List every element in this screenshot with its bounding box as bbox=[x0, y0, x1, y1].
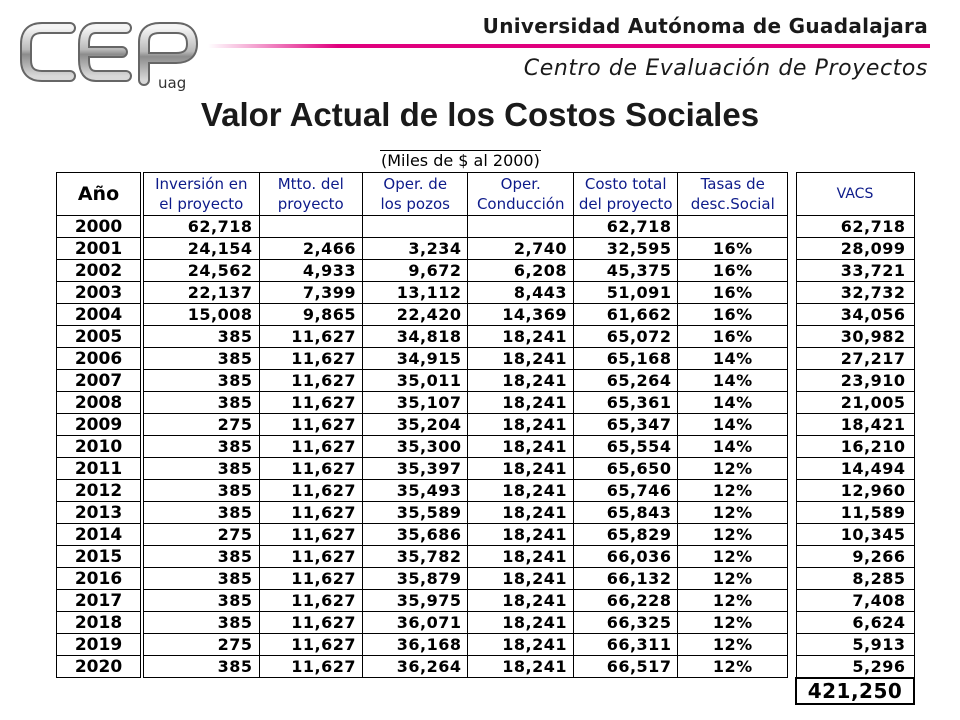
tasa-cell: 16% bbox=[678, 304, 788, 326]
table-row bbox=[144, 392, 788, 414]
tasa-cell: 16% bbox=[678, 260, 788, 282]
year-cell: 2016 bbox=[57, 568, 141, 590]
table-row bbox=[144, 524, 788, 546]
table-row bbox=[57, 546, 141, 568]
table-row bbox=[144, 656, 788, 678]
table-row bbox=[57, 216, 141, 238]
costo-total-cell: 51,091 bbox=[573, 282, 677, 304]
table-row bbox=[144, 326, 788, 348]
total-row bbox=[796, 678, 914, 704]
oper-pozos-cell: 35,204 bbox=[363, 414, 468, 436]
inversion-cell: 385 bbox=[144, 458, 260, 480]
oper-pozos-cell: 35,879 bbox=[363, 568, 468, 590]
mtto-cell: 11,627 bbox=[259, 590, 362, 612]
oper-pozos-cell: 22,420 bbox=[363, 304, 468, 326]
table-row bbox=[57, 568, 141, 590]
year-cell: 2018 bbox=[57, 612, 141, 634]
cep-logo bbox=[14, 14, 210, 94]
vacs-cell: 21,005 bbox=[796, 392, 914, 414]
costs-table bbox=[143, 172, 788, 678]
inversion-cell: 24,562 bbox=[144, 260, 260, 282]
vacs-cell: 12,960 bbox=[796, 480, 914, 502]
year-header: Año bbox=[57, 173, 141, 216]
inversion-cell: 385 bbox=[144, 590, 260, 612]
table-row bbox=[57, 326, 141, 348]
oper-pozos-cell: 36,071 bbox=[363, 612, 468, 634]
table-row bbox=[796, 260, 914, 282]
oper-conduccion-cell: 18,241 bbox=[468, 568, 573, 590]
table-row bbox=[144, 502, 788, 524]
oper-conduccion-cell: 8,443 bbox=[468, 282, 573, 304]
table-row bbox=[796, 546, 914, 568]
costo-total-cell: 45,375 bbox=[573, 260, 677, 282]
table-row bbox=[796, 568, 914, 590]
table-row bbox=[144, 634, 788, 656]
units-caption: (Miles de $ al 2000) bbox=[381, 151, 540, 170]
table-row bbox=[796, 238, 914, 260]
oper-conduccion-cell: 18,241 bbox=[468, 392, 573, 414]
university-name: Universidad Autónoma de Guadalajara bbox=[482, 14, 928, 38]
mtto-cell bbox=[259, 216, 362, 238]
year-cell: 2001 bbox=[57, 238, 141, 260]
year-cell: 2012 bbox=[57, 480, 141, 502]
year-cell: 2005 bbox=[57, 326, 141, 348]
mtto-cell: 7,399 bbox=[259, 282, 362, 304]
year-cell: 2009 bbox=[57, 414, 141, 436]
table-row bbox=[796, 524, 914, 546]
oper-pozos-cell: 35,011 bbox=[363, 370, 468, 392]
mtto-cell: 2,466 bbox=[259, 238, 362, 260]
oper-pozos-cell: 35,300 bbox=[363, 436, 468, 458]
oper-pozos-cell: 36,168 bbox=[363, 634, 468, 656]
year-cell: 2020 bbox=[57, 656, 141, 678]
costo-total-cell: 32,595 bbox=[573, 238, 677, 260]
vacs-cell: 30,982 bbox=[796, 326, 914, 348]
tasa-cell: 14% bbox=[678, 392, 788, 414]
tasa-cell: 12% bbox=[678, 656, 788, 678]
mtto-cell: 4,933 bbox=[259, 260, 362, 282]
tasa-cell: 14% bbox=[678, 414, 788, 436]
vacs-cell: 16,210 bbox=[796, 436, 914, 458]
year-cell: 2013 bbox=[57, 502, 141, 524]
vacs-cell: 28,099 bbox=[796, 238, 914, 260]
inversion-cell: 385 bbox=[144, 656, 260, 678]
inversion-cell: 385 bbox=[144, 436, 260, 458]
oper-conduccion-cell: 14,369 bbox=[468, 304, 573, 326]
tasa-cell: 12% bbox=[678, 568, 788, 590]
inversion-cell: 275 bbox=[144, 524, 260, 546]
year-cell: 2004 bbox=[57, 304, 141, 326]
table-row bbox=[57, 590, 141, 612]
oper-pozos-cell: 34,915 bbox=[363, 348, 468, 370]
oper-pozos-cell: 35,107 bbox=[363, 392, 468, 414]
tasa-cell: 14% bbox=[678, 348, 788, 370]
mtto-cell: 9,865 bbox=[259, 304, 362, 326]
inversion-cell: 385 bbox=[144, 392, 260, 414]
vacs-cell: 14,494 bbox=[796, 458, 914, 480]
table-row bbox=[144, 216, 788, 238]
vacs-cell: 18,421 bbox=[796, 414, 914, 436]
vacs-cell: 34,056 bbox=[796, 304, 914, 326]
oper-pozos-cell: 35,686 bbox=[363, 524, 468, 546]
mtto-cell: 11,627 bbox=[259, 458, 362, 480]
costo-total-cell: 65,347 bbox=[573, 414, 677, 436]
table-row bbox=[144, 546, 788, 568]
inversion-cell: 385 bbox=[144, 348, 260, 370]
table-row bbox=[144, 282, 788, 304]
table-row bbox=[57, 656, 141, 678]
inversion-cell: 275 bbox=[144, 634, 260, 656]
costo-total-cell: 65,829 bbox=[573, 524, 677, 546]
year-cell: 2010 bbox=[57, 436, 141, 458]
costo-total-cell: 66,311 bbox=[573, 634, 677, 656]
year-cell: 2000 bbox=[57, 216, 141, 238]
vacs-cell: 27,217 bbox=[796, 348, 914, 370]
mtto-cell: 11,627 bbox=[259, 568, 362, 590]
header-inversion: Inversión en el proyecto bbox=[144, 173, 260, 216]
header-oper-conduccion: Oper. Conducción bbox=[468, 173, 573, 216]
inversion-cell: 275 bbox=[144, 414, 260, 436]
header-tasas: Tasas de desc.Social bbox=[678, 173, 788, 216]
table-row bbox=[57, 612, 141, 634]
header-costo-total: Costo total del proyecto bbox=[573, 173, 677, 216]
tasa-cell: 12% bbox=[678, 634, 788, 656]
table-row bbox=[144, 260, 788, 282]
mtto-cell: 11,627 bbox=[259, 612, 362, 634]
inversion-cell: 385 bbox=[144, 370, 260, 392]
table-row bbox=[57, 524, 141, 546]
table-row bbox=[57, 238, 141, 260]
table-row bbox=[144, 238, 788, 260]
tasa-cell: 12% bbox=[678, 502, 788, 524]
table-row bbox=[144, 414, 788, 436]
mtto-cell: 11,627 bbox=[259, 480, 362, 502]
tasa-cell: 12% bbox=[678, 524, 788, 546]
vacs-table bbox=[795, 172, 915, 705]
oper-pozos-cell: 9,672 bbox=[363, 260, 468, 282]
costo-total-cell: 65,264 bbox=[573, 370, 677, 392]
table-row bbox=[57, 414, 141, 436]
tasa-cell: 12% bbox=[678, 458, 788, 480]
table-row bbox=[57, 392, 141, 414]
costo-total-cell: 65,746 bbox=[573, 480, 677, 502]
inversion-cell: 22,137 bbox=[144, 282, 260, 304]
costo-total-cell: 65,554 bbox=[573, 436, 677, 458]
oper-pozos-cell: 35,493 bbox=[363, 480, 468, 502]
table-row bbox=[144, 612, 788, 634]
year-cell: 2019 bbox=[57, 634, 141, 656]
costo-total-cell: 65,843 bbox=[573, 502, 677, 524]
vacs-cell: 7,408 bbox=[796, 590, 914, 612]
table-row bbox=[796, 370, 914, 392]
oper-pozos-cell bbox=[363, 216, 468, 238]
oper-conduccion-cell: 18,241 bbox=[468, 524, 573, 546]
inversion-cell: 385 bbox=[144, 568, 260, 590]
table-row bbox=[57, 634, 141, 656]
table-row bbox=[144, 304, 788, 326]
oper-conduccion-cell: 6,208 bbox=[468, 260, 573, 282]
inversion-cell: 15,008 bbox=[144, 304, 260, 326]
table-row bbox=[796, 458, 914, 480]
costo-total-cell: 61,662 bbox=[573, 304, 677, 326]
year-cell: 2002 bbox=[57, 260, 141, 282]
oper-pozos-cell: 36,264 bbox=[363, 656, 468, 678]
oper-conduccion-cell: 18,241 bbox=[468, 458, 573, 480]
table-row bbox=[144, 480, 788, 502]
mtto-cell: 11,627 bbox=[259, 348, 362, 370]
year-cell: 2014 bbox=[57, 524, 141, 546]
inversion-cell: 385 bbox=[144, 546, 260, 568]
oper-pozos-cell: 35,782 bbox=[363, 546, 468, 568]
vacs-cell: 6,624 bbox=[796, 612, 914, 634]
year-cell: 2015 bbox=[57, 546, 141, 568]
header-accent-line bbox=[208, 44, 930, 48]
vacs-cell: 5,296 bbox=[796, 656, 914, 679]
tasa-cell: 14% bbox=[678, 370, 788, 392]
tasa-cell: 16% bbox=[678, 282, 788, 304]
oper-conduccion-cell: 18,241 bbox=[468, 480, 573, 502]
mtto-cell: 11,627 bbox=[259, 656, 362, 678]
mtto-cell: 11,627 bbox=[259, 414, 362, 436]
vacs-cell: 8,285 bbox=[796, 568, 914, 590]
table-row bbox=[796, 656, 914, 679]
page-title: Valor Actual de los Costos Sociales bbox=[200, 96, 760, 133]
year-cell: 2006 bbox=[57, 348, 141, 370]
costo-total-cell: 66,325 bbox=[573, 612, 677, 634]
table-row bbox=[796, 634, 914, 656]
tasa-cell bbox=[678, 216, 788, 238]
table-row bbox=[796, 612, 914, 634]
oper-conduccion-cell: 18,241 bbox=[468, 546, 573, 568]
costo-total-cell: 65,361 bbox=[573, 392, 677, 414]
tasa-cell: 12% bbox=[678, 612, 788, 634]
oper-conduccion-cell: 18,241 bbox=[468, 634, 573, 656]
oper-conduccion-cell: 18,241 bbox=[468, 656, 573, 678]
oper-pozos-cell: 35,589 bbox=[363, 502, 468, 524]
mtto-cell: 11,627 bbox=[259, 370, 362, 392]
mtto-cell: 11,627 bbox=[259, 524, 362, 546]
costo-total-cell: 66,132 bbox=[573, 568, 677, 590]
table-row bbox=[144, 590, 788, 612]
mtto-cell: 11,627 bbox=[259, 436, 362, 458]
oper-conduccion-cell: 18,241 bbox=[468, 612, 573, 634]
mtto-cell: 11,627 bbox=[259, 546, 362, 568]
vacs-cell: 11,589 bbox=[796, 502, 914, 524]
table-row bbox=[57, 282, 141, 304]
logo-sub-text: uag bbox=[158, 74, 187, 92]
table-row bbox=[57, 348, 141, 370]
table-row bbox=[57, 458, 141, 480]
header-mtto: Mtto. del proyecto bbox=[259, 173, 362, 216]
table-row bbox=[144, 436, 788, 458]
costo-total-cell: 62,718 bbox=[573, 216, 677, 238]
oper-pozos-cell: 35,397 bbox=[363, 458, 468, 480]
table-row bbox=[57, 304, 141, 326]
table-row bbox=[796, 216, 914, 238]
inversion-cell: 385 bbox=[144, 326, 260, 348]
tasa-cell: 14% bbox=[678, 436, 788, 458]
mtto-cell: 11,627 bbox=[259, 326, 362, 348]
vacs-cell: 5,913 bbox=[796, 634, 914, 656]
oper-pozos-cell: 35,975 bbox=[363, 590, 468, 612]
oper-conduccion-cell: 18,241 bbox=[468, 502, 573, 524]
tasa-cell: 12% bbox=[678, 546, 788, 568]
table-row bbox=[796, 480, 914, 502]
vacs-total: 421,250 bbox=[796, 678, 914, 704]
header-oper-pozos: Oper. de los pozos bbox=[363, 173, 468, 216]
table-row bbox=[57, 436, 141, 458]
table-row bbox=[796, 348, 914, 370]
vacs-cell: 9,266 bbox=[796, 546, 914, 568]
table-row bbox=[796, 414, 914, 436]
table-row bbox=[57, 502, 141, 524]
table-row bbox=[796, 392, 914, 414]
oper-conduccion-cell: 18,241 bbox=[468, 436, 573, 458]
year-cell: 2017 bbox=[57, 590, 141, 612]
center-name: Centro de Evaluación de Proyectos bbox=[523, 56, 928, 81]
year-table bbox=[56, 172, 141, 678]
year-cell: 2003 bbox=[57, 282, 141, 304]
vacs-cell: 10,345 bbox=[796, 524, 914, 546]
costo-total-cell: 65,168 bbox=[573, 348, 677, 370]
table-row bbox=[796, 436, 914, 458]
inversion-cell: 24,154 bbox=[144, 238, 260, 260]
costo-total-cell: 65,650 bbox=[573, 458, 677, 480]
year-cell: 2007 bbox=[57, 370, 141, 392]
year-cell: 2011 bbox=[57, 458, 141, 480]
mtto-cell: 11,627 bbox=[259, 392, 362, 414]
oper-conduccion-cell: 18,241 bbox=[468, 326, 573, 348]
costo-total-cell: 66,517 bbox=[573, 656, 677, 678]
tasa-cell: 16% bbox=[678, 238, 788, 260]
costo-total-cell: 66,228 bbox=[573, 590, 677, 612]
costo-total-cell: 66,036 bbox=[573, 546, 677, 568]
table-row bbox=[796, 282, 914, 304]
table-row bbox=[144, 458, 788, 480]
mtto-cell: 11,627 bbox=[259, 502, 362, 524]
vacs-cell: 32,732 bbox=[796, 282, 914, 304]
inversion-cell: 385 bbox=[144, 612, 260, 634]
vacs-cell: 62,718 bbox=[796, 216, 914, 238]
table-row bbox=[144, 370, 788, 392]
table-row bbox=[144, 348, 788, 370]
vacs-cell: 33,721 bbox=[796, 260, 914, 282]
costo-total-cell: 65,072 bbox=[573, 326, 677, 348]
oper-conduccion-cell: 18,241 bbox=[468, 348, 573, 370]
mtto-cell: 11,627 bbox=[259, 634, 362, 656]
oper-pozos-cell: 34,818 bbox=[363, 326, 468, 348]
oper-conduccion-cell bbox=[468, 216, 573, 238]
tasa-cell: 12% bbox=[678, 590, 788, 612]
table-row bbox=[144, 568, 788, 590]
table-row bbox=[57, 260, 141, 282]
vacs-cell: 23,910 bbox=[796, 370, 914, 392]
table-row bbox=[796, 590, 914, 612]
table-row bbox=[796, 304, 914, 326]
table-row bbox=[57, 480, 141, 502]
oper-conduccion-cell: 18,241 bbox=[468, 370, 573, 392]
oper-pozos-cell: 3,234 bbox=[363, 238, 468, 260]
oper-conduccion-cell: 2,740 bbox=[468, 238, 573, 260]
oper-pozos-cell: 13,112 bbox=[363, 282, 468, 304]
oper-conduccion-cell: 18,241 bbox=[468, 590, 573, 612]
tasa-cell: 16% bbox=[678, 326, 788, 348]
tasa-cell: 12% bbox=[678, 480, 788, 502]
vacs-header: VACS bbox=[796, 173, 914, 216]
table-row bbox=[796, 502, 914, 524]
table-row bbox=[796, 326, 914, 348]
inversion-cell: 385 bbox=[144, 480, 260, 502]
inversion-cell: 62,718 bbox=[144, 216, 260, 238]
inversion-cell: 385 bbox=[144, 502, 260, 524]
table-row bbox=[57, 370, 141, 392]
year-cell: 2008 bbox=[57, 392, 141, 414]
oper-conduccion-cell: 18,241 bbox=[468, 414, 573, 436]
